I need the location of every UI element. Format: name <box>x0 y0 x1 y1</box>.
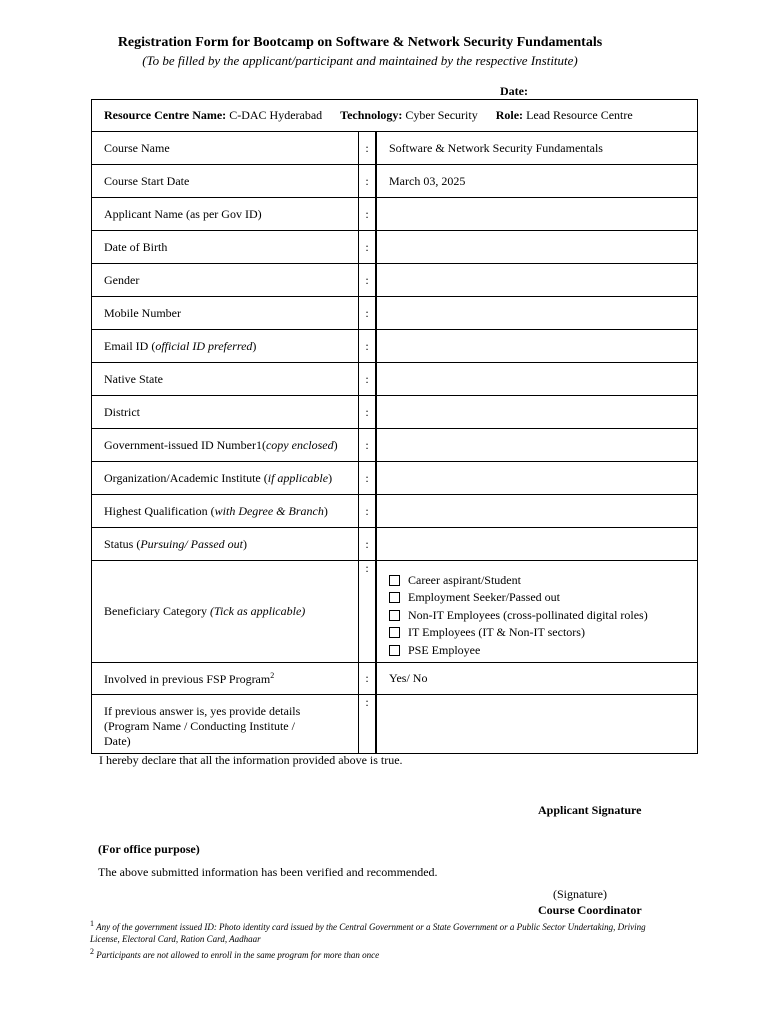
footnote-1 <box>90 918 650 945</box>
organization-field[interactable] <box>376 462 698 495</box>
qualification-row <box>92 495 698 528</box>
office-purpose-heading: (For office purpose) <box>98 842 200 856</box>
resource-centre-value: C-DAC Hyderabad <box>229 108 323 122</box>
option-label: Employment Seeker/Passed out <box>408 590 560 604</box>
beneficiary-option[interactable] <box>389 624 685 642</box>
status-label-italic: Pursuing/ Passed out <box>140 536 244 551</box>
previous-fsp-label <box>92 663 359 695</box>
previous-details-line1: If previous answer is, yes provide details <box>104 704 301 718</box>
beneficiary-option[interactable] <box>389 606 685 624</box>
previous-details-line2: (Program Name / Conducting Institute / <box>104 719 295 733</box>
email-label-italic: official ID preferred <box>155 338 253 353</box>
previous-details-label <box>92 695 359 754</box>
course-start-value[interactable]: March 03, 2025 <box>376 165 698 198</box>
technology-value: Cyber Security <box>405 108 478 122</box>
signature-label: (Signature) <box>553 887 607 901</box>
status-label-main: Status ( <box>104 536 141 551</box>
beneficiary-option[interactable] <box>389 641 685 659</box>
organization-row <box>92 462 698 495</box>
gender-field[interactable] <box>376 264 698 297</box>
verified-text: The above submitted information has been verified and recommended. <box>98 865 438 879</box>
previous-details-row <box>92 695 698 754</box>
applicant-name-row <box>92 198 698 231</box>
qualification-field[interactable] <box>376 495 698 528</box>
beneficiary-options <box>376 561 698 663</box>
district-label: District <box>92 396 359 429</box>
gov-id-field[interactable] <box>376 429 698 462</box>
colon: : <box>359 396 377 429</box>
beneficiary-row <box>92 561 698 663</box>
previous-fsp-row <box>92 663 698 695</box>
applicant-name-label: Applicant Name (as per Gov ID) <box>92 198 359 231</box>
option-label: IT Employees (IT & Non-IT sectors) <box>408 625 585 639</box>
colon: : <box>359 330 377 363</box>
email-row <box>92 330 698 363</box>
colon: : <box>359 695 377 754</box>
beneficiary-label <box>92 561 359 663</box>
beneficiary-label-main: Beneficiary Category <box>104 604 210 618</box>
checkbox[interactable] <box>389 610 400 621</box>
colon: : <box>359 561 377 663</box>
email-label <box>92 330 359 363</box>
date-label: Date: <box>500 84 528 98</box>
email-label-end: ) <box>252 338 257 353</box>
dob-label: Date of Birth <box>92 231 359 264</box>
colon: : <box>359 264 377 297</box>
mobile-field[interactable] <box>376 297 698 330</box>
option-label: PSE Employee <box>408 642 481 657</box>
organization-label <box>92 462 359 495</box>
colon: : <box>359 462 377 495</box>
course-name-value[interactable]: Software & Network Security Fundamentals <box>376 132 698 165</box>
native-state-field[interactable] <box>376 363 698 396</box>
colon: : <box>359 231 377 264</box>
gender-row <box>92 264 698 297</box>
form-title: Registration Form for Bootcamp on Software & Network Security Fundamentals <box>117 35 603 50</box>
mobile-label: Mobile Number <box>92 297 359 330</box>
status-label-end: ) <box>243 536 248 551</box>
native-state-label: Native State <box>92 363 359 396</box>
colon: : <box>359 165 377 198</box>
previous-details-field[interactable] <box>376 695 698 754</box>
resource-centre-label: Resource Centre Name: <box>104 108 227 122</box>
applicant-signature-label: Applicant Signature <box>538 803 642 817</box>
colon: : <box>359 495 377 528</box>
district-row <box>92 396 698 429</box>
applicant-name-field[interactable] <box>376 198 698 231</box>
footnote-2-mark: 2 <box>90 947 94 956</box>
footnote-2 <box>90 946 650 961</box>
qualification-label-end: ) <box>323 503 328 518</box>
beneficiary-option[interactable] <box>389 571 685 589</box>
colon: : <box>359 363 377 396</box>
colon: : <box>359 663 377 695</box>
district-field[interactable] <box>376 396 698 429</box>
footnote-1-mark: 1 <box>90 919 94 928</box>
colon: : <box>359 132 377 165</box>
colon: : <box>359 429 377 462</box>
email-field[interactable] <box>376 330 698 363</box>
registration-table <box>91 99 698 754</box>
dob-row <box>92 231 698 264</box>
checkbox[interactable] <box>389 575 400 586</box>
gender-label: Gender <box>92 264 359 297</box>
organization-label-end: ) <box>328 470 333 485</box>
option-label: Non-IT Employees (cross-pollinated digital roles) <box>408 607 648 622</box>
course-coordinator-label: Course Coordinator <box>538 903 642 917</box>
gov-id-label-italic: copy enclosed <box>265 437 334 452</box>
colon: : <box>359 297 377 330</box>
previous-fsp-label-text: Involved in previous FSP Program <box>104 671 271 686</box>
organization-label-main: Organization/Academic Institute ( <box>104 470 268 485</box>
qualification-label-main: Highest Qualification ( <box>104 503 215 518</box>
previous-fsp-value[interactable]: Yes/ No <box>376 663 698 695</box>
colon: : <box>359 198 377 231</box>
status-row <box>92 528 698 561</box>
course-name-label: Course Name <box>92 132 359 165</box>
gov-id-label-end: ) <box>333 437 338 452</box>
gov-id-row <box>92 429 698 462</box>
gov-id-label-main: Government-issued ID Number1( <box>104 437 266 452</box>
footnote-ref: 2 <box>270 670 275 680</box>
organization-label-italic: if applicable <box>267 470 329 485</box>
mobile-row <box>92 297 698 330</box>
beneficiary-option[interactable] <box>389 589 685 607</box>
footnote-2-text: Participants are not allowed to enroll in the same program for more than once <box>96 950 380 960</box>
resource-cell <box>92 100 698 132</box>
qualification-label-italic: with Degree & Branch <box>214 503 324 518</box>
course-name-row <box>92 132 698 165</box>
declaration-text: I hereby declare that all the information provided above is true. <box>99 753 403 767</box>
colon: : <box>359 528 377 561</box>
checkbox[interactable] <box>389 645 400 656</box>
course-start-row <box>92 165 698 198</box>
dob-field[interactable] <box>376 231 698 264</box>
course-start-label: Course Start Date <box>92 165 359 198</box>
qualification-label <box>92 495 359 528</box>
native-state-row <box>92 363 698 396</box>
status-label <box>92 528 359 561</box>
resource-row <box>92 100 698 132</box>
checkbox[interactable] <box>389 627 400 638</box>
form-subtitle: (To be filled by the applicant/participant and maintained by the respective Institute) <box>142 53 578 68</box>
beneficiary-label-italic: (Tick as applicable) <box>209 604 306 618</box>
previous-details-line3: Date) <box>104 734 131 748</box>
email-label-main: Email ID ( <box>104 338 156 353</box>
option-label: Career aspirant/Student <box>408 572 521 587</box>
role-value: Lead Resource Centre <box>526 108 633 122</box>
gov-id-label <box>92 429 359 462</box>
technology-label: Technology: <box>340 108 403 122</box>
checkbox[interactable] <box>389 592 400 603</box>
footnote-1-text: Any of the government issued ID: Photo identity card issued by the Central Government or a State Government or a Public Sector Undertaking, Driving License, Electoral Card, Ration Card, Aadhaar <box>90 922 646 944</box>
role-label: Role: <box>495 108 524 122</box>
status-field[interactable] <box>376 528 698 561</box>
